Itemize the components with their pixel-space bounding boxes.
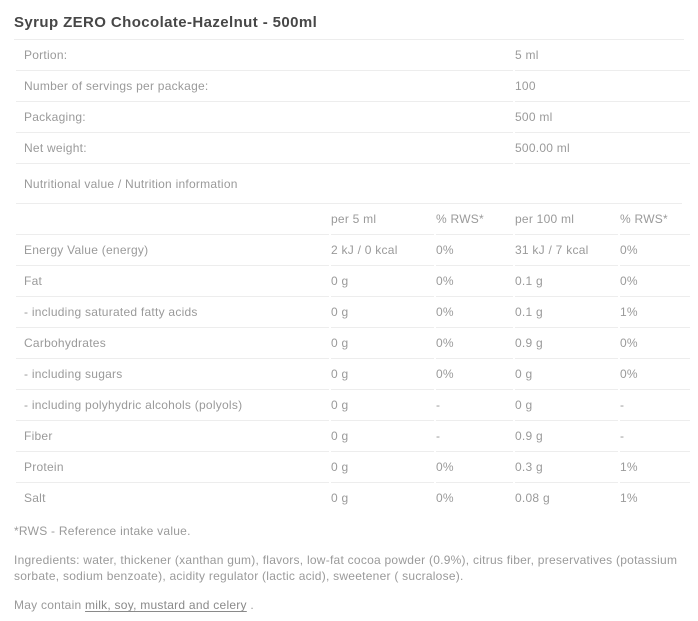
- nutrition-cell-rws5: -: [436, 421, 513, 452]
- nutrition-cell-label: Energy Value (energy): [16, 235, 329, 266]
- ingredients-text: Ingredients: water, thickener (xanthan gum), flavors, low-fat cocoa powder (0.9%), citrus fiber, preservatives (potassium sorbate, sodium benzoate), acidity regulator (lactic acid), sweetener ( sucralose).: [14, 553, 678, 583]
- info-row: [16, 133, 690, 164]
- nutrition-cell-per100: 31 kJ / 7 kcal: [515, 235, 618, 266]
- nutrition-cell-label: Carbohydrates: [16, 328, 329, 359]
- info-row-value: 500 ml: [515, 102, 690, 133]
- nutrition-row: [16, 359, 690, 390]
- info-row: [16, 102, 690, 133]
- nutrition-cell-rws5: 0%: [436, 235, 513, 266]
- nutrition-cell-per5: 0 g: [331, 491, 349, 505]
- nutrition-row: [16, 266, 690, 297]
- nutrition-cell-rws100: 0%: [620, 328, 690, 359]
- nutrition-cell-rws100: 1%: [620, 452, 690, 483]
- nutrition-cell-per5: 0 g: [331, 328, 434, 359]
- nutrition-cell-rws5: 0%: [436, 452, 513, 483]
- nutrition-cell-per5: 0 g: [331, 359, 434, 390]
- nutrition-cell-per100: 0.08 g: [515, 491, 550, 505]
- column-header-per-100ml: per 100 ml: [515, 204, 618, 235]
- nutrition-table-body: [16, 204, 690, 513]
- nutrition-cell-per100: 0.1 g: [515, 297, 618, 328]
- nutrition-cell-per5: 0 g: [331, 297, 434, 328]
- nutrition-cell-per5: 0 g: [331, 452, 434, 483]
- nutrition-row: [16, 390, 690, 421]
- nutrition-cell-per5: 2 kJ / 0 kcal: [331, 235, 434, 266]
- info-row-value: 100: [515, 71, 690, 102]
- allergens-link[interactable]: milk, soy, mustard and celery: [85, 598, 247, 612]
- info-row-label: Packaging:: [16, 102, 513, 133]
- may-contain-label: May contain: [14, 598, 86, 612]
- info-row-value: 5 ml: [515, 40, 690, 71]
- nutrition-cell-rws100: -: [620, 421, 690, 452]
- nutrition-cell-label: - including sugars: [16, 359, 329, 390]
- info-table-body: [16, 40, 690, 164]
- nutrition-cell-label: Fat: [16, 266, 329, 297]
- nutrition-cell-rws5: 0%: [436, 266, 513, 297]
- nutrition-cell-rws5: 0%: [436, 328, 513, 359]
- allergen-notice-period: .: [246, 598, 254, 612]
- info-row-value: 500.00 ml: [515, 133, 690, 164]
- info-row-label: Portion:: [16, 40, 513, 71]
- rws-footnote: *RWS - Reference intake value.: [14, 524, 191, 538]
- nutrition-cell-label: Protein: [16, 452, 329, 483]
- footnotes: [14, 513, 684, 613]
- nutrition-cell-per100: 0.9 g: [515, 421, 618, 452]
- nutrition-cell-per5: 0 g: [331, 266, 434, 297]
- nutrition-cell-per5: 0 g: [331, 421, 434, 452]
- nutrition-row: [16, 421, 690, 452]
- nutrition-row: [16, 235, 690, 266]
- nutrition-cell-rws100: 0%: [620, 266, 690, 297]
- nutrition-row: [16, 483, 690, 513]
- nutrition-table: [14, 204, 692, 513]
- section-title-row: [16, 164, 682, 204]
- nutrition-cell-rws100: 1%: [620, 297, 690, 328]
- nutrition-cell-per100: 0.3 g: [515, 452, 618, 483]
- nutrition-cell-per100: 0 g: [515, 390, 618, 421]
- column-header-rws-100ml: % RWS*: [620, 204, 690, 235]
- nutrition-header-spacer: [16, 204, 329, 235]
- nutrition-cell-rws5: 0%: [436, 359, 513, 390]
- column-header-per-5ml: per 5 ml: [331, 204, 434, 235]
- nutrition-cell-rws100: 0%: [620, 359, 690, 390]
- nutrition-cell-rws5: -: [436, 390, 513, 421]
- nutrition-cell-per100: 0.9 g: [515, 328, 618, 359]
- info-row-label: Net weight:: [16, 133, 513, 164]
- nutrition-cell-per100: 0.1 g: [515, 266, 618, 297]
- nutrition-cell-label: - including saturated fatty acids: [16, 297, 329, 328]
- column-header-rws-5ml: % RWS*: [436, 204, 513, 235]
- info-row: [16, 40, 690, 71]
- nutrition-cell-rws5: 0%: [436, 491, 454, 505]
- nutrition-cell-label: Fiber: [16, 421, 329, 452]
- info-row-label: Number of servings per package:: [16, 71, 513, 102]
- nutrition-cell-rws100: 0%: [620, 235, 690, 266]
- nutrition-section-header: [14, 164, 684, 204]
- nutrition-cell-rws5: 0%: [436, 297, 513, 328]
- nutrition-cell-per5: 0 g: [331, 390, 434, 421]
- nutrition-cell-per100: 0 g: [515, 359, 618, 390]
- nutrition-cell-rws100: 1%: [620, 491, 638, 505]
- nutrition-header-row: [16, 204, 690, 235]
- info-row: [16, 71, 690, 102]
- nutrition-row: [16, 328, 690, 359]
- nutrition-cell-label: Salt: [24, 491, 46, 505]
- page-title: Syrup ZERO Chocolate-Hazelnut - 500ml: [14, 12, 684, 40]
- nutrition-cell-label: - including polyhydric alcohols (polyols): [16, 390, 329, 421]
- nutrition-row: [16, 452, 690, 483]
- nutrition-section-title: Nutritional value / Nutrition information: [16, 164, 682, 204]
- product-info-table: [14, 40, 692, 164]
- nutrition-cell-rws100: -: [620, 390, 690, 421]
- allergen-notice: [14, 597, 684, 613]
- nutrition-row: [16, 297, 690, 328]
